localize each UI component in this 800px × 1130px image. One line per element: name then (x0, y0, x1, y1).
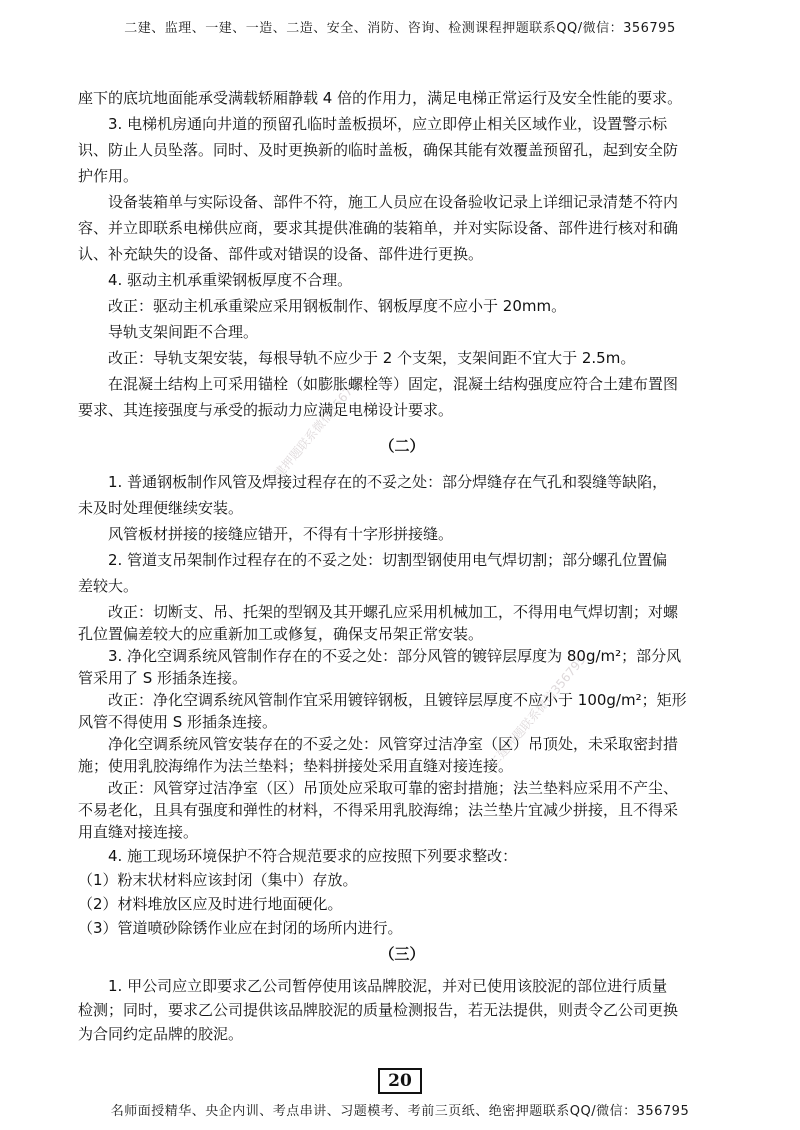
paragraph-line: 差较大。 (78, 577, 139, 595)
paragraph-line: 检测；同时，要求乙公司提供该品牌胶泥的质量检测报告，若无法提供，则责令乙公司更换 (78, 1001, 679, 1019)
section-heading: （二） (379, 437, 425, 455)
paragraph-line: 风管不得使用 S 形插条连接。 (78, 713, 278, 731)
paragraph-line: 1. 甲公司应立即要求乙公司暂停使用该品牌胶泥，并对已使用该胶泥的部位进行质量 (108, 977, 668, 995)
paragraph-line: 容、并立即联系电梯供应商，要求其提供准确的装箱单，并对实际设备、部件进行核对和确 (78, 219, 679, 237)
paragraph-line: 2. 管道支吊架制作过程存在的不妥之处：切割型钢使用电气焊切割；部分螺孔位置偏 (108, 551, 668, 569)
paragraph-line: 座下的底坑地面能承受满载轿厢静载 4 倍的作用力，满足电梯正常运行及安全性能的要求。 (78, 89, 683, 107)
footer-banner: 名师面授精华、央企内训、考点串讲、习题模考、考前三页纸、绝密押题联系QQ/微信：356795 (110, 1104, 690, 1119)
paragraph-line: 用直缝对接连接。 (78, 823, 199, 841)
paragraph-line: 改正：切断支、吊、托架的型钢及其开螺孔应采用机械加工，不得用电气焊切割；对螺 (108, 603, 679, 621)
paragraph-line: 改正：风管穿过洁净室（区）吊顶处应采取可靠的密封措施；法兰垫料应采用不产尘、 (108, 779, 679, 797)
list-item: （2）材料堆放区应及时进行地面硬化。 (78, 895, 343, 913)
list-item: （1）粉末状材料应该封闭（集中）存放。 (78, 871, 358, 889)
paragraph-line: 1. 普通钢板制作风管及焊接过程存在的不妥之处：部分焊缝存在气孔和裂缝等缺陷， (108, 473, 668, 491)
paragraph-line: 不易老化，且具有强度和弹性的材料，不得采用乳胶海绵；法兰垫片宜减少拼接，且不得采 (78, 801, 679, 819)
paragraph-line: 管采用了 S 形插条连接。 (78, 669, 248, 687)
paragraph-line: 识、防止人员坠落。同时、及时更换新的临时盖板，确保其能有效覆盖预留孔，起到安全防 (78, 141, 679, 159)
watermark-text: 二建押题联系微信356795 (263, 372, 366, 491)
paragraph-line: 风管板材拼接的接缝应错开，不得有十字形拼接缝。 (108, 525, 454, 543)
paragraph-line: 要求、其连接强度与承受的振动力应满足电梯设计要求。 (78, 401, 454, 419)
paragraph-line: 改正：驱动主机承重梁应采用钢板制作、钢板厚度不应小于 20mm。 (108, 297, 567, 315)
paragraph-line: 孔位置偏差较大的应重新加工或修复，确保支吊架正常安装。 (78, 625, 484, 643)
paragraph-line: 改正：净化空调系统风管制作宜采用镀锌钢板，且镀锌层厚度不应小于 100g/m²；矩形 (108, 691, 687, 709)
paragraph-line: 3. 净化空调系统风管制作存在的不妥之处：部分风管的镀锌层厚度为 80g/m²；部分风 (108, 647, 682, 665)
section-heading: （三） (379, 945, 425, 963)
paragraph-line: 护作用。 (78, 167, 139, 185)
header-banner: 二建、监理、一建、一造、二造、安全、消防、咨询、检测课程押题联系QQ/微信：356795 (124, 21, 676, 36)
list-item: （3）管道喷砂除锈作业应在封闭的场所内进行。 (78, 919, 403, 937)
paragraph-line: 导轨支架间距不合理。 (108, 323, 259, 341)
watermark-text: 二建押题联系微信356795 (486, 652, 589, 771)
paragraph-line: 改正：导轨支架安装，每根导轨不应少于 2 个支架，支架间距不宜大于 2.5m。 (108, 349, 636, 367)
page-number: 20 (378, 1068, 422, 1094)
paragraph-line: 为合同约定品牌的胶泥。 (78, 1025, 244, 1043)
paragraph-line: 净化空调系统风管安装存在的不妥之处：风管穿过洁净室（区）吊顶处，未采取密封措 (108, 735, 679, 753)
paragraph-line: 4. 施工现场环境保护不符合规范要求的应按照下列要求整改： (108, 847, 518, 865)
paragraph-line: 设备装箱单与实际设备、部件不符，施工人员应在设备验收记录上详细记录清楚不符内 (108, 193, 679, 211)
paragraph-line: 3. 电梯机房通向井道的预留孔临时盖板损坏，应立即停止相关区域作业，设置警示标 (108, 115, 668, 133)
paragraph-line: 认、补充缺失的设备、部件或对错误的设备、部件进行更换。 (78, 245, 484, 263)
paragraph-line: 4. 驱动主机承重梁钢板厚度不合理。 (108, 271, 353, 289)
paragraph-line: 施；使用乳胶海绵作为法兰垫料；垫料拼接处采用直缝对接连接。 (78, 757, 514, 775)
paragraph-line: 未及时处理便继续安装。 (78, 499, 244, 517)
paragraph-line: 在混凝土结构上可采用锚栓（如膨胀螺栓等）固定，混凝土结构强度应符合土建布置图 (108, 375, 679, 393)
